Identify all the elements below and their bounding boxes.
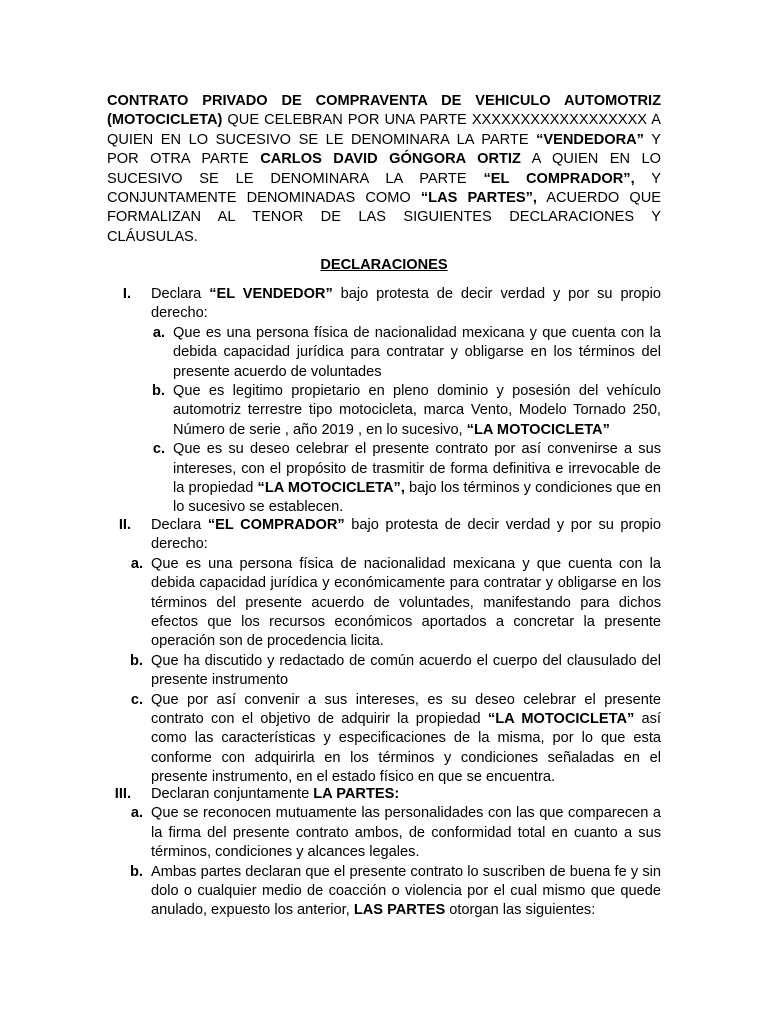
text: así como las características y especificaciones de la misma, por lo que esta conforme con adquirirla en los términos y condiciones señaladas en el presente instrumento, en el estado físico en que se encuentra. xyxy=(151,711,661,786)
declaration-section-2 xyxy=(107,516,661,788)
text: Que es su deseo celebrar el presente contrato por así convenirse a sus intereses, con el propósito de trasmitir de forma definitiva e irrevocable de la propiedad xyxy=(173,441,661,497)
intro-text: QUE CELEBRAN POR UNA PARTE XXXXXXXXXXXXXXXXXX A QUIEN EN LO SUCESIVO SE LE DENOMINARA LA PARTE xyxy=(107,112,661,148)
text: Que es una persona física de nacionalidad mexicana y que cuenta con la debida capacidad jurídica y económicamente para contratar y obligarse en los términos del presente acuerdo de voluntades, manifestando para dichos efectos que los recursos económicos aportados a concretar la presente operación son de procedencia licita. xyxy=(151,555,661,650)
text: Declara xyxy=(151,286,210,302)
text: Declara xyxy=(151,517,208,533)
item-letter: a. xyxy=(130,555,143,572)
motorcycle-label: “LA MOTOCICLETA” xyxy=(466,421,610,438)
declaration-1-intro xyxy=(107,285,661,324)
party-seller-label: “VENDEDORA” xyxy=(536,131,644,148)
intro-text: A QUIEN EN LO SUCESIVO SE LE DENOMINARA LA PARTE xyxy=(107,151,662,187)
text: bajo los términos y condiciones que en lo sucesivo se establecen. xyxy=(173,480,661,516)
declaration-section-1 xyxy=(107,285,661,518)
text: Que por así convenir a sus intereses, es su deseo celebrar el presente contrato con el objetivo de adquirir la propiedad xyxy=(151,691,661,728)
text: bajo protesta de decir verdad y por su propio derecho: xyxy=(151,286,662,322)
item-letter: b. xyxy=(130,863,143,880)
declaration-section-3 xyxy=(107,785,661,921)
text: Que es una persona física de nacionalidad mexicana y que cuenta con la debida capacidad jurídica para contratar y obligarse en los términos del presente acuerdo de voluntades xyxy=(173,324,661,380)
motorcycle-label: “LA MOTOCICLETA” xyxy=(487,711,635,728)
declaration-1c xyxy=(107,440,661,518)
text: otorgan las siguientes: xyxy=(445,902,596,919)
item-letter: b. xyxy=(152,383,165,400)
intro-text: Y POR OTRA PARTE xyxy=(107,131,661,168)
intro-text: ACUERDO QUE FORMALIZAN AL TENOR DE LAS SIGUIENTES DECLARACIONES Y CLÁUSULAS. xyxy=(107,190,661,245)
declaration-2c xyxy=(107,691,661,788)
roman-numeral: III. xyxy=(114,786,131,802)
contract-title: CONTRATO PRIVADO DE COMPRAVENTA DE VEHICULO AUTOMOTRIZ (MOTOCICLETA) xyxy=(107,93,661,129)
text: Declaran conjuntamente xyxy=(151,786,314,802)
item-letter: b. xyxy=(130,652,143,669)
text: Que se reconocen mutuamente las personalidades con las que comparecen a la firma del presente contrato ambos, de conformidad total en cuanto a sus términos, condiciones y alcances legales. xyxy=(151,805,661,861)
intro-text: Y CONJUNTAMENTE DENOMINADAS COMO xyxy=(107,170,661,207)
item-letter: a. xyxy=(130,805,143,822)
parties-label: LA PARTES: xyxy=(313,786,400,802)
declaration-3-intro xyxy=(107,785,661,804)
parties-label: “LAS PARTES”, xyxy=(420,190,537,207)
roman-numeral: I. xyxy=(122,286,131,302)
motorcycle-label: “LA MOTOCICLETA”, xyxy=(257,480,405,497)
declaration-1a xyxy=(107,324,661,382)
declaration-2b xyxy=(107,652,661,691)
seller-label: “EL VENDEDOR” xyxy=(209,286,333,302)
declarations-heading: DECLARACIONES xyxy=(320,257,448,273)
item-letter: a. xyxy=(152,324,165,341)
party-buyer-label: “EL COMPRADOR”, xyxy=(483,170,635,187)
declaration-1b xyxy=(107,382,661,440)
text: bajo protesta de decir verdad y por su propio derecho: xyxy=(151,517,662,553)
text: Ambas partes declaran que el presente contrato lo suscriben de buena fe y sin dolo o cualquier medio de coacción o violencia por el cual mismo que quede anulado, expuesto los anterior, xyxy=(151,863,661,919)
declaration-3b xyxy=(107,863,661,921)
declaration-3a xyxy=(107,804,661,862)
buyer-name: CARLOS DAVID GÓNGORA ORTIZ xyxy=(260,151,521,168)
declaration-2a xyxy=(107,555,661,652)
contract-intro xyxy=(107,92,661,247)
item-letter: c. xyxy=(130,691,143,708)
roman-numeral: II. xyxy=(118,517,131,533)
text: Que es legitimo propietario en pleno dominio y posesión del vehículo automotriz terrestre tipo motocicleta, marca Vento, Modelo Tornado 250, Número de serie , año 2019 , en lo sucesivo, xyxy=(173,383,661,438)
buyer-label: “EL COMPRADOR” xyxy=(207,517,345,533)
item-letter: c. xyxy=(152,441,165,458)
parties-label: LAS PARTES xyxy=(353,902,446,919)
text: Que ha discutido y redactado de común acuerdo el cuerpo del clausulado del presente instrumento xyxy=(151,652,661,689)
declaration-2-intro xyxy=(107,516,661,555)
